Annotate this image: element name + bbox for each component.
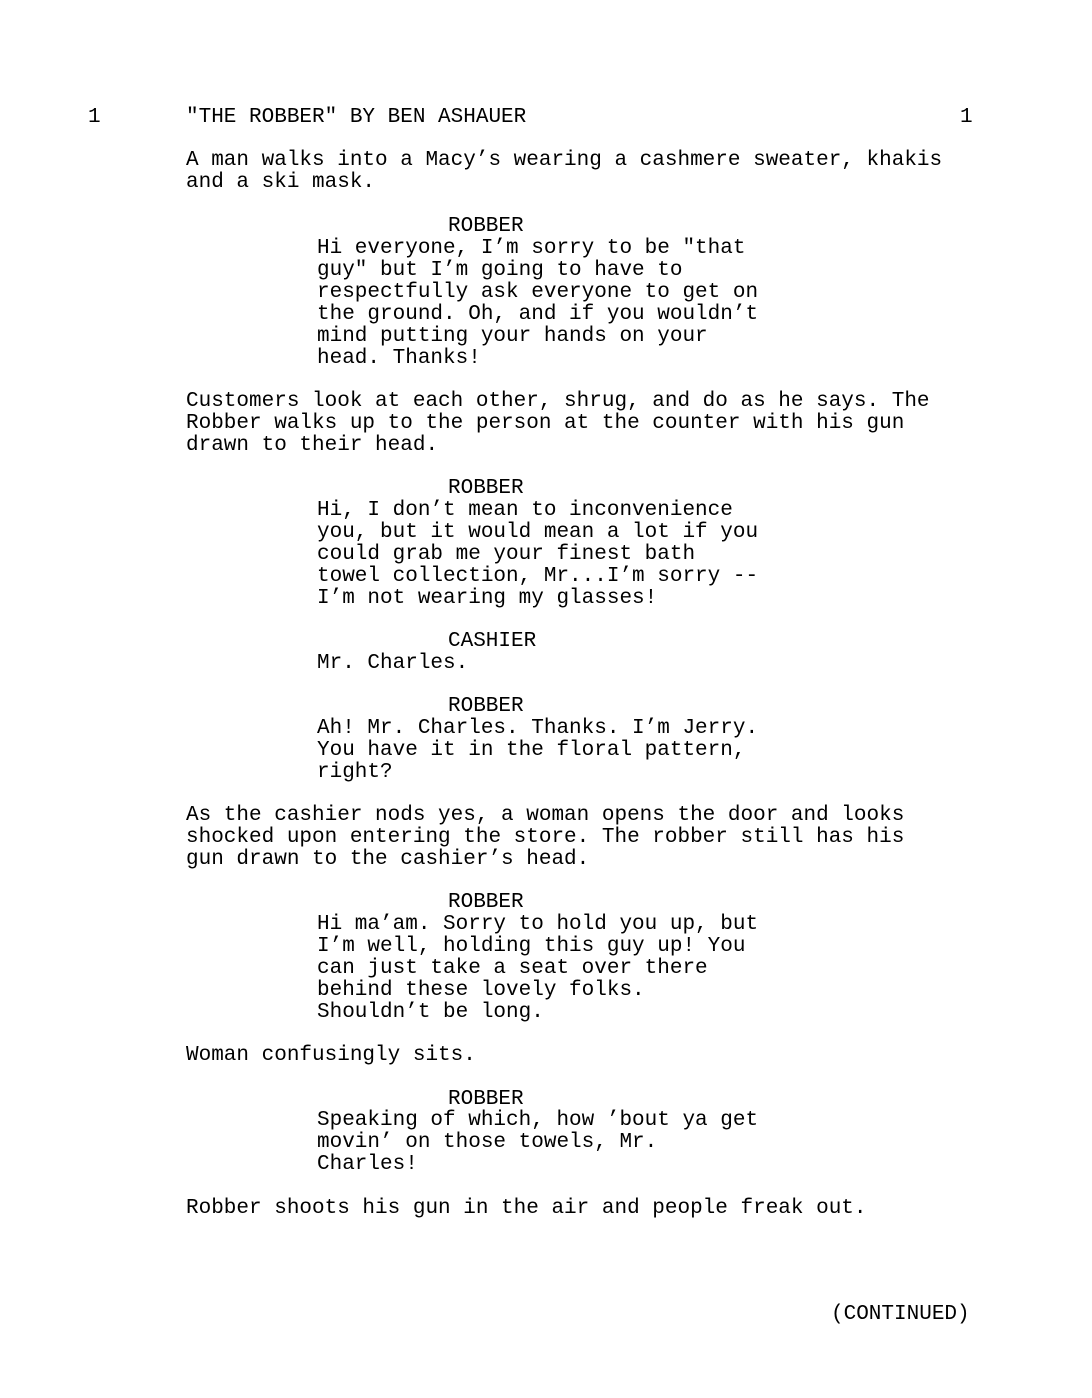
character-name: ROBBER — [448, 891, 524, 914]
dialogue: Hi everyone, I’m sorry to be "that guy" but I’m going to have to respectfully ask everyone to get on the ground. Oh, and if you wouldn’t mind putting your hands on your head. Thanks! — [317, 237, 759, 370]
dialogue: Hi ma’am. Sorry to hold you up, but I’m well, holding this guy up! You can just take a seat over there behind these lovely folks. Shouldn’t be long. — [317, 913, 759, 1024]
action-paragraph: Customers look at each other, shrug, and do as he says. The Robber walks up to the person at the counter with his gun drawn to their head. — [186, 390, 930, 457]
dialogue: Hi, I don’t mean to inconvenience you, but it would mean a lot if you could grab me your finest bath towel collection, Mr...I’m sorry -- I’m not wearing my glasses! — [317, 499, 759, 610]
action-paragraph: As the cashier nods yes, a woman opens the door and looks shocked upon entering the store. The robber still has his gun drawn to the cashier’s head. — [186, 804, 905, 871]
scene-heading: "THE ROBBER" BY BEN ASHAUER — [186, 106, 527, 129]
character-name: ROBBER — [448, 1088, 524, 1111]
action-paragraph: A man walks into a Macy’s wearing a cashmere sweater, khakis and a ski mask. — [186, 149, 943, 194]
dialogue: Mr. Charles. — [317, 652, 469, 675]
action-paragraph: Robber shoots his gun in the air and people freak out. — [186, 1197, 867, 1220]
dialogue: Speaking of which, how ’bout ya get movin’ on those towels, Mr. Charles! — [317, 1109, 759, 1176]
scene-number-right: 1 — [960, 106, 973, 129]
character-name: CASHIER — [448, 630, 537, 653]
character-name: ROBBER — [448, 695, 524, 718]
action-paragraph: Woman confusingly sits. — [186, 1044, 476, 1067]
character-name: ROBBER — [448, 477, 524, 500]
dialogue: Ah! Mr. Charles. Thanks. I’m Jerry. You have it in the floral pattern, right? — [317, 717, 759, 784]
scene-number-left: 1 — [88, 106, 101, 129]
character-name: ROBBER — [448, 215, 524, 238]
continued-marker: (CONTINUED) — [831, 1303, 970, 1326]
